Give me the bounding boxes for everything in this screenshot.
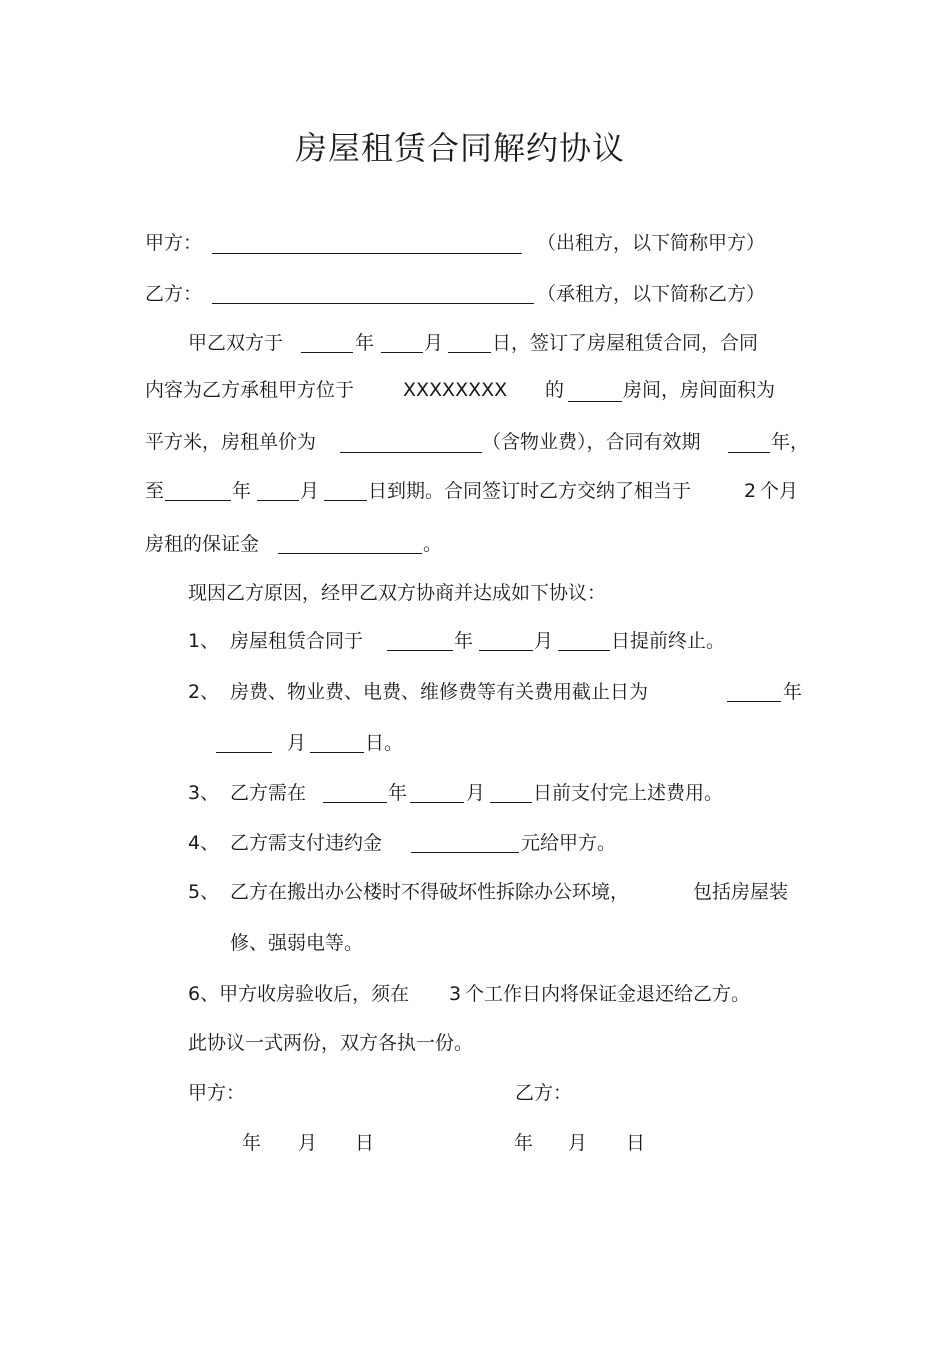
- intro-text: 房间，房间面积为: [623, 379, 776, 401]
- intro-text: 日，签订了房屋租赁合同，合同: [492, 332, 759, 354]
- intro-text: （含物业费），合同有效期: [482, 431, 701, 453]
- sign-month-blank[interactable]: [381, 352, 423, 353]
- intro-text: 内容为乙方承租甲方位于: [145, 379, 355, 401]
- signature-party-b: 乙方：: [515, 1082, 573, 1104]
- room-number-blank[interactable]: [568, 401, 622, 402]
- intro-text: 日到期。合同签订时乙方交纳了相当于: [368, 480, 692, 502]
- sign-day-blank[interactable]: [448, 352, 491, 353]
- clause-text: 乙方需在: [230, 782, 307, 804]
- clause-number: 5、: [188, 881, 220, 903]
- expiry-year-blank[interactable]: [165, 500, 231, 501]
- year-label: 年: [454, 630, 474, 652]
- intro-text: 房租的保证金: [145, 533, 260, 555]
- year-label: 年: [388, 782, 408, 804]
- payment-month-blank[interactable]: [410, 802, 464, 803]
- refund-days: 3: [449, 983, 462, 1005]
- payment-year-blank[interactable]: [323, 802, 387, 803]
- intro-text: 至: [145, 480, 165, 502]
- month-label: 月: [300, 480, 320, 502]
- intro-text: 平方米，房租单价为: [145, 431, 317, 453]
- deposit-months: 2: [744, 480, 757, 502]
- clause-text: 6、甲方收房验收后，须在: [188, 983, 410, 1005]
- sign-b-day: 日: [626, 1132, 646, 1154]
- copies-note: 此协议一式两份，双方各执一份。: [188, 1032, 474, 1054]
- cutoff-year-blank[interactable]: [727, 701, 781, 702]
- penalty-amount-blank[interactable]: [411, 852, 519, 853]
- year-label: 年: [355, 332, 375, 354]
- sign-b-year: 年: [514, 1132, 534, 1154]
- month-label: 月: [424, 332, 444, 354]
- month-label: 月: [534, 630, 554, 652]
- cutoff-month-blank[interactable]: [216, 752, 272, 753]
- expiry-day-blank[interactable]: [324, 500, 367, 501]
- clause-text: 房费、物业费、电费、维修费等有关费用截止日为: [230, 681, 649, 703]
- clause-text: 包括房屋装: [693, 881, 789, 903]
- rent-price-blank[interactable]: [340, 452, 482, 453]
- intro-text: 甲乙双方于: [188, 332, 284, 354]
- party-b-label: 乙方：: [145, 283, 203, 305]
- month-label: 月: [466, 782, 486, 804]
- year-label: 年: [783, 681, 803, 703]
- property-location: XXXXXXXX: [403, 379, 508, 401]
- cutoff-day-blank[interactable]: [310, 752, 364, 753]
- termination-year-blank[interactable]: [387, 650, 453, 651]
- party-a-label: 甲方：: [145, 232, 203, 254]
- clause-number: 1、: [188, 630, 220, 652]
- year-label: 年: [232, 480, 252, 502]
- sign-a-day: 日: [355, 1132, 375, 1154]
- intro-text: 年，: [771, 431, 810, 453]
- payment-day-blank[interactable]: [490, 802, 532, 803]
- clause-number: 2、: [188, 681, 220, 703]
- document-title: 房屋租赁合同解约协议: [294, 129, 625, 167]
- termination-month-blank[interactable]: [479, 650, 533, 651]
- signature-party-a: 甲方：: [188, 1082, 246, 1104]
- clause-text: 修、强弱电等。: [230, 932, 364, 954]
- clause-text: 乙方在搬出办公楼时不得破坏性拆除办公环境，: [230, 881, 630, 903]
- agreement-lead: 现因乙方原因，经甲乙双方协商并达成如下协议：: [188, 582, 607, 604]
- party-a-blank[interactable]: [212, 253, 522, 254]
- clause-text: 个工作日内将保证金退还给乙方。: [465, 983, 751, 1005]
- clause-number: 4、: [188, 832, 220, 854]
- intro-text: 。: [423, 533, 443, 555]
- term-years-blank[interactable]: [728, 452, 770, 453]
- sign-b-month: 月: [568, 1132, 588, 1154]
- month-label: 月: [287, 732, 307, 754]
- sign-year-blank[interactable]: [301, 352, 353, 353]
- expiry-month-blank[interactable]: [257, 500, 299, 501]
- termination-day-blank[interactable]: [558, 650, 610, 651]
- clause-text: 元给甲方。: [521, 832, 617, 854]
- intro-text: 的: [545, 379, 565, 401]
- intro-text: 个月: [760, 480, 799, 502]
- party-b-blank[interactable]: [212, 303, 534, 304]
- clause-text: 房屋租赁合同于: [230, 630, 364, 652]
- clause-text: 乙方需支付违约金: [230, 832, 383, 854]
- party-b-note: （承租方，以下简称乙方）: [537, 283, 766, 305]
- clause-text: 日提前终止。: [611, 630, 726, 652]
- sign-a-month: 月: [298, 1132, 318, 1154]
- clause-text: 日。: [365, 732, 404, 754]
- party-a-note: （出租方，以下简称甲方）: [537, 232, 766, 254]
- sign-a-year: 年: [242, 1132, 262, 1154]
- deposit-blank[interactable]: [278, 553, 422, 554]
- clause-text: 日前支付完上述费用。: [533, 782, 724, 804]
- clause-number: 3、: [188, 782, 220, 804]
